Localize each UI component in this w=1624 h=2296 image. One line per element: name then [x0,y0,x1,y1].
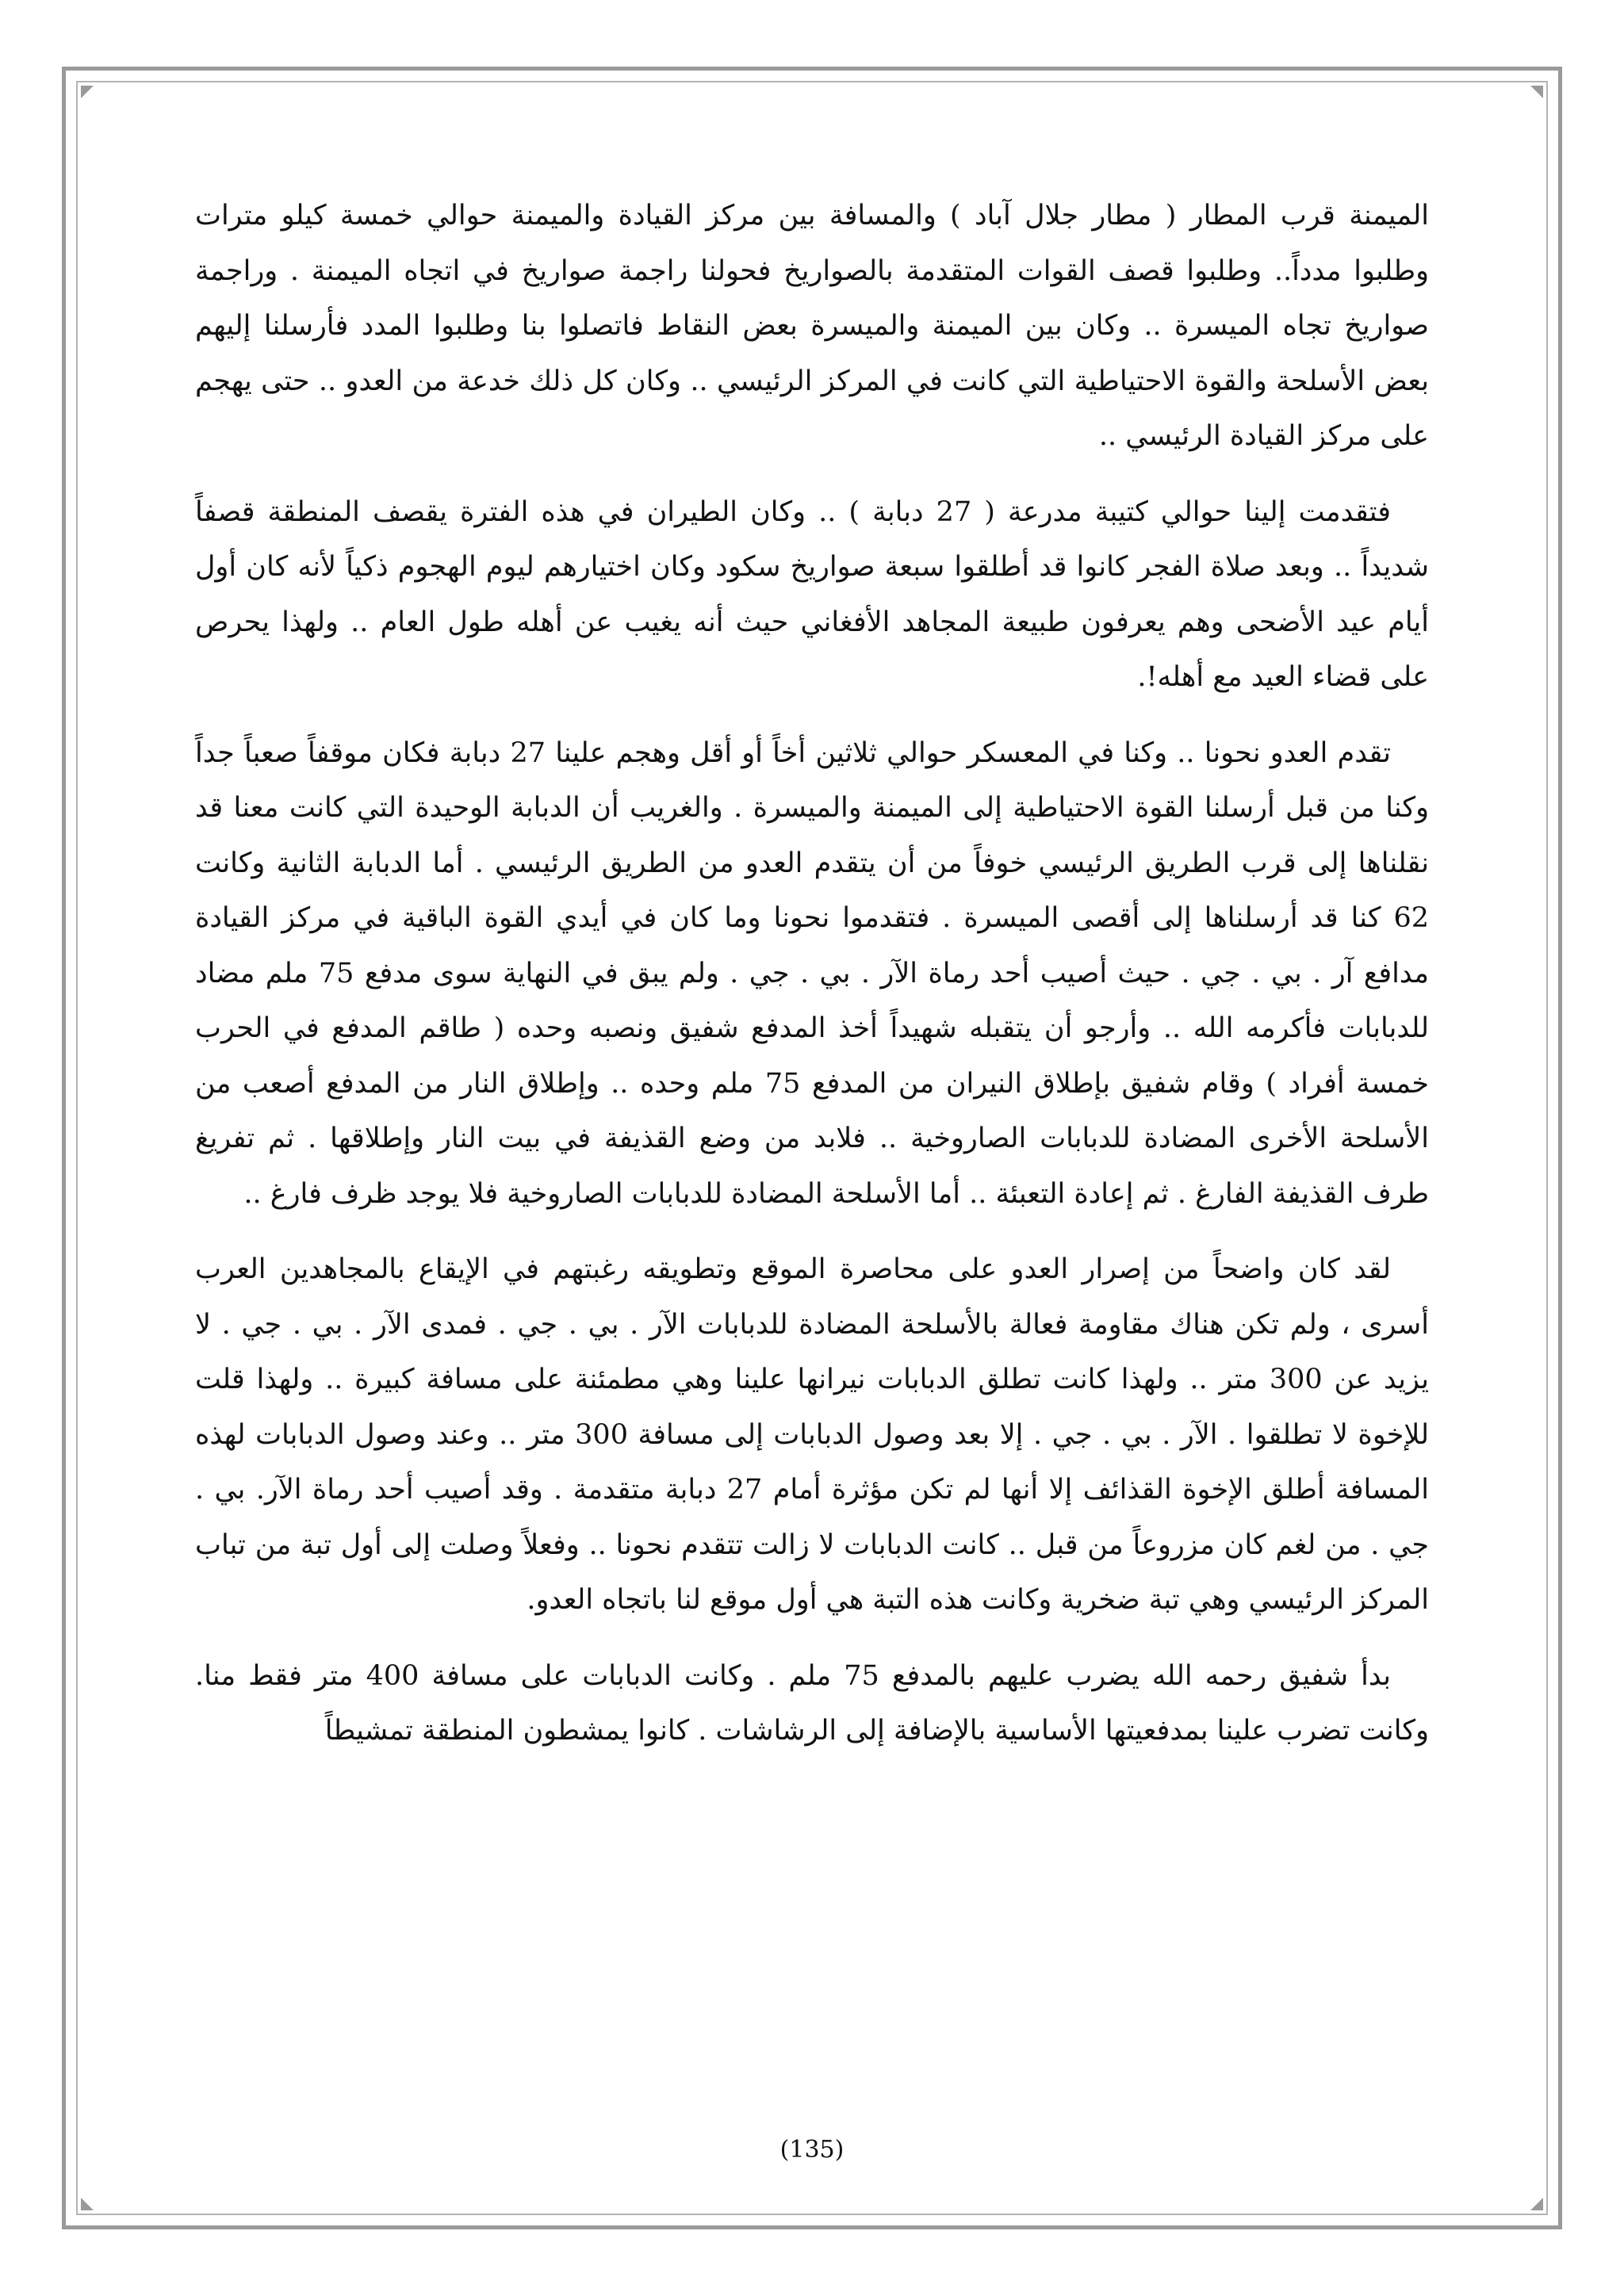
paragraph-4: لقد كان واضحاً من إصرار العدو على محاصرة الموقع وتطويقه رغبتهم في الإيقاع بالمجاهدين العرب أسرى ، ولم تكن هناك مقاومة فعالة بالأسلحة المضادة للدبابات الآر . بي . جي . فمدى الآر . بي . جي . لا يزيد عن 300 متر .. ولهذا كانت تطلق الدبابات نيرانها علينا وهي مطمئنة على مسافة كبيرة .. ولهذا قلت للإخوة لا تطلقوا . الآر . بي . جي . إلا بعد وصول الدبابات إلى مسافة 300 متر .. وعند وصول الدبابات لهذه المسافة أطلق الإخوة القذائف إلا أنها لم تكن مؤثرة أمام 27 دبابة متقدمة . وقد أصيب أحد رماة الآر. بي . جي . من لغم كان مزروعاً من قبل .. كانت الدبابات لا زالت تتقدم نحونا .. وفعلاً وصلت إلى أول تبة من تباب المركز الرئيسي وهي تبة ضخرية وكانت هذه التبة هي أول موقع لنا باتجاه العدو. [195,1253,1430,1616]
paragraph-1: الميمنة قرب المطار ( مطار جلال آباد ) والمسافة بين مركز القيادة والميمنة حوالي خمسة كيلو مترات وطلبوا مدداً.. وطلبوا قصف القوات المتقدمة بالصواريخ فحولنا راجمة صواريخ في اتجاه الميمنة . وراجمة صواريخ تجاه الميسرة .. وكان بين الميمنة والميسرة بعض النقاط فاتصلوا بنا وطلبوا المدد فأرسلنا إليهم بعض الأسلحة والقوة الاحتياطية التي كانت في المركز الرئيسي .. وكان كل ذلك خدعة من العدو .. حتى يهجم على مركز القيادة الرئيسي .. [195,200,1429,452]
paragraph-3: تقدم العدو نحونا .. وكنا في المعسكر حوالي ثلاثين أخاً أو أقل وهجم علينا 27 دبابة فكان موقفاً صعباً جداً وكنا من قبل أرسلنا القوة الاحتياطية إلى الميمنة والميسرة . والغريب أن الدبابة الوحيدة التي كانت معنا قد نقلناها إلى قرب الطريق الرئيسي خوفاً من أن يتقدم العدو من الطريق الرئيسي . أما الدبابة الثانية وكانت 62 كنا قد أرسلناها إلى أقصى الميسرة . فتقدموا نحونا وما كان في أيدي القوة الباقية في مركز القيادة مدافع آر . بي . جي . حيث أصيب أحد رماة الآر . بي . جي . ولم يبق في النهاية سوى مدفع 75 ملم مضاد للدبابات فأكرمه الله .. وأرجو أن يتقبله شهيداً أخذ المدفع شفيق ونصبه وحده ( طاقم المدفع في الحرب خمسة أفراد ) وقام شفيق بإطلاق النيران من المدفع 75 ملم وحده .. وإطلاق النار من المدفع أصعب من الأسلحة الأخرى المضادة للدبابات الصاروخية .. فلابد من وضع القذيفة في بيت النار وإطلاقها . ثم تفريغ طرف القذيفة الفارغ . ثم إعادة التعبئة .. أما الأسلحة المضادة للدبابات الصاروخية فلا يوجد ظرف فارغ .. [195,737,1429,1210]
paragraph-2: فتقدمت إلينا حوالي كتيبة مدرعة ( 27 دبابة ) .. وكان الطيران في هذه الفترة يقصف المنطقة قصفاً شديداً .. وبعد صلاة الفجر كانوا قد أطلقوا سبعة صواريخ سكود وكان اختيارهم ليوم الهجوم ذكياً لأنه كان أول أيام عيد الأضحى وهم يعرفون طبيعة المجاهد الأفغاني حيث أنه يغيب عن أهله طول العام .. ولهذا يحرص على قضاء العيد مع أهله!. [195,496,1429,693]
corner-ornament-top-right [1530,86,1543,98]
corner-ornament-top-left [81,86,94,98]
body-text [195,189,1429,1780]
page-number: (135) [779,2136,845,2164]
corner-ornament-bottom-left [81,2198,94,2210]
corner-ornament-bottom-right [1530,2198,1543,2210]
paragraph-5: بدأ شفيق رحمه الله يضرب عليهم بالمدفع 75 ملم . وكانت الدبابات على مسافة 400 متر فقط منا. وكانت تضرب علينا بمدفعيتها الأساسية بالإضافة إلى الرشاشات . كانوا يمشطون المنطقة تمشيطاً [195,1659,1429,1747]
